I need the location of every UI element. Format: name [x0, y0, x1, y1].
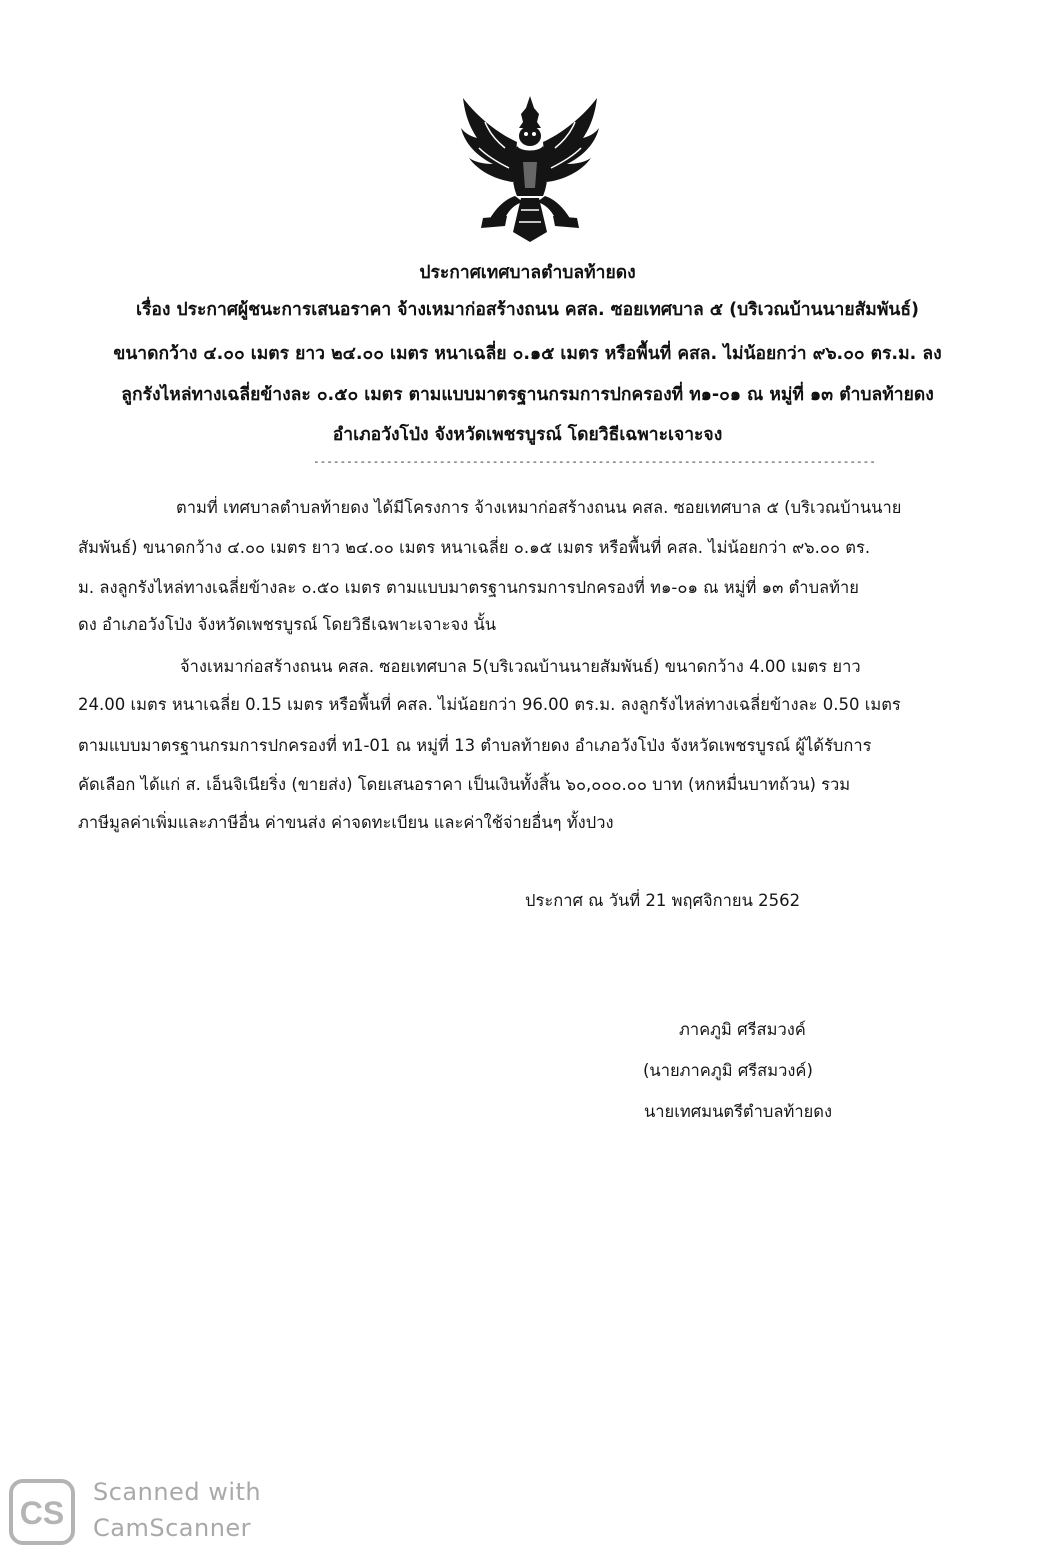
signed-name: ภาคภูมิ ศรีสมวงค์: [679, 1020, 806, 1039]
announcement-title: ประกาศเทศบาลตำบลท้ายดง: [419, 263, 636, 283]
paragraph-2-line-3: ตามแบบมาตรฐานกรมการปกครองที่ ท1-01 ณ หมู่ที่ 13 ตำบลท้ายดง อำเภอวังโป่ง จังหวัดเพชรบูรณ์ ผู้ได้รับการ: [78, 736, 872, 755]
subject-line-3: ลูกรังไหล่ทางเฉลี่ยข้างละ ๐.๕๐ เมตร ตามแบบมาตรฐานกรมการปกครองที่ ท๑-๐๑ ณ หมู่ที่ ๑๓ ตำบลท้ายดง: [121, 385, 934, 405]
signer-position: นายเทศมนตรีตำบลท้ายดง: [644, 1102, 833, 1121]
paragraph-2-line-2: 24.00 เมตร หนาเฉลี่ย 0.15 เมตร หรือพื้นที่ คสล. ไม่น้อยกว่า 96.00 ตร.ม. ลงลูกรังไหล่ทางเฉลี่ยข้างละ 0.50 เมตร: [78, 695, 901, 714]
paragraph-2-line-5: ภาษีมูลค่าเพิ่มและภาษีอื่น ค่าขนส่ง ค่าจดทะเบียน และค่าใช้จ่ายอื่นๆ ทั้งปวง: [78, 813, 614, 832]
paragraph-1-line-2: สัมพันธ์) ขนาดกว้าง ๔.๐๐ เมตร ยาว ๒๔.๐๐ เมตร หนาเฉลี่ย ๐.๑๕ เมตร หรือพื้นที่ คสล. ไม่น้อยกว่า ๙๖.๐๐ ตร.: [78, 538, 871, 557]
signer-full-name: (นายภาคภูมิ ศรีสมวงค์): [643, 1061, 813, 1080]
separator-line: -------------------------------------------------------------------------------------: [313, 455, 876, 468]
subject-line-1: เรื่อง ประกาศผู้ชนะการเสนอราคา จ้างเหมาก่อสร้างถนน คสล. ซอยเทศบาล ๕ (บริเวณบ้านนายสัมพันธ์): [135, 300, 920, 320]
watermark-line-1: Scanned with: [93, 1478, 262, 1506]
paragraph-1-line-1: ตามที่ เทศบาลตำบลท้ายดง ได้มีโครงการ จ้างเหมาก่อสร้างถนน คสล. ซอยเทศบาล ๕ (บริเวณบ้านนาย: [176, 498, 902, 517]
paragraph-1-line-4: ดง อำเภอวังโป่ง จังหวัดเพชรบูรณ์ โดยวิธีเฉพาะเจาะจง นั้น: [78, 615, 497, 634]
camscanner-logo-icon: [8, 1478, 76, 1546]
garuda-emblem-icon: [455, 92, 605, 244]
announcement-date: ประกาศ ณ วันที่ 21 พฤศจิกายน 2562: [525, 891, 801, 910]
camscanner-logo-text: CS: [19, 1495, 65, 1531]
paragraph-1-line-3: ม. ลงลูกรังไหล่ทางเฉลี่ยข้างละ ๐.๕๐ เมตร ตามแบบมาตรฐานกรมการปกครองที่ ท๑-๐๑ ณ หมู่ที่ ๑๓ ตำบลท้าย: [78, 578, 859, 597]
paragraph-2-line-4: คัดเลือก ได้แก่ ส. เอ็นจิเนียริ่ง (ขายส่ง) โดยเสนอราคา เป็นเงินทั้งสิ้น ๖๐,๐๐๐.๐๐ บาท (หกหมื่นบาทถ้วน) รวม: [78, 775, 851, 794]
subject-line-4: อำเภอวังโป่ง จังหวัดเพชรบูรณ์ โดยวิธีเฉพาะเจาะจง: [332, 425, 723, 445]
paragraph-2-line-1: จ้างเหมาก่อสร้างถนน คสล. ซอยเทศบาล 5(บริเวณบ้านนายสัมพันธ์) ขนาดกว้าง 4.00 เมตร ยาว: [180, 657, 861, 676]
watermark-line-2: CamScanner: [93, 1514, 252, 1542]
subject-line-2: ขนาดกว้าง ๔.๐๐ เมตร ยาว ๒๔.๐๐ เมตร หนาเฉลี่ย ๐.๑๕ เมตร หรือพื้นที่ คสล. ไม่น้อยกว่า ๙๖.๐๐ ตร.ม. ลง: [113, 344, 942, 364]
